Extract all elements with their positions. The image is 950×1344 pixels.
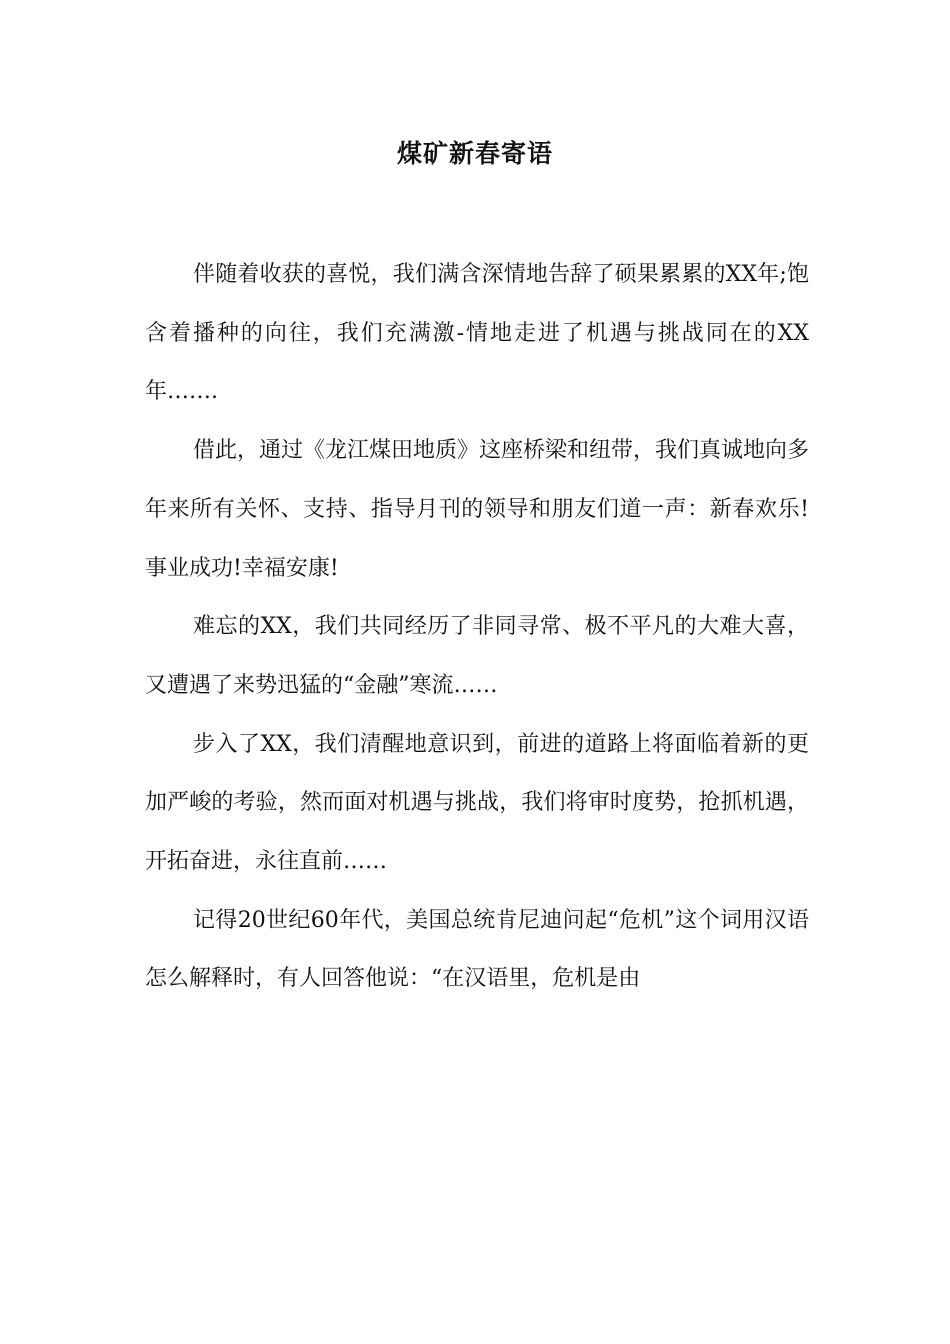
paragraph-5: 记得20世纪60年代，美国总统肯尼迪问起“危机”这个词用汉语怎么解释时，有人回答他说：“在汉语里，危机是由 bbox=[145, 907, 809, 992]
paragraph-1: 伴随着收获的喜悦，我们满含深情地告辞了硕果累累的XX年;饱含着播种的向往，我们充满激-情地走进了机遇与挑战同在的XX年……. bbox=[145, 262, 809, 405]
document-title: 煤矿新春寄语 bbox=[396, 139, 553, 168]
document-body bbox=[145, 246, 809, 1009]
paragraph-2: 借此，通过《龙江煤田地质》这座桥梁和纽带，我们真诚地向多年来所有关怀、支持、指导月刊的领导和朋友们道一声：新春欢乐!事业成功!幸福安康! bbox=[145, 438, 810, 581]
paragraph-4: 步入了XX，我们清醒地意识到，前进的道路上将面临着新的更加严峻的考验，然而面对机遇与挑战，我们将审时度势，抢抓机遇，开拓奋进，永往直前…… bbox=[145, 731, 809, 875]
paragraph-3: 难忘的XX，我们共同经历了非同寻常、极不平凡的大难大喜，又遭遇了来势迅猛的“金融”寒流…… bbox=[145, 614, 809, 698]
